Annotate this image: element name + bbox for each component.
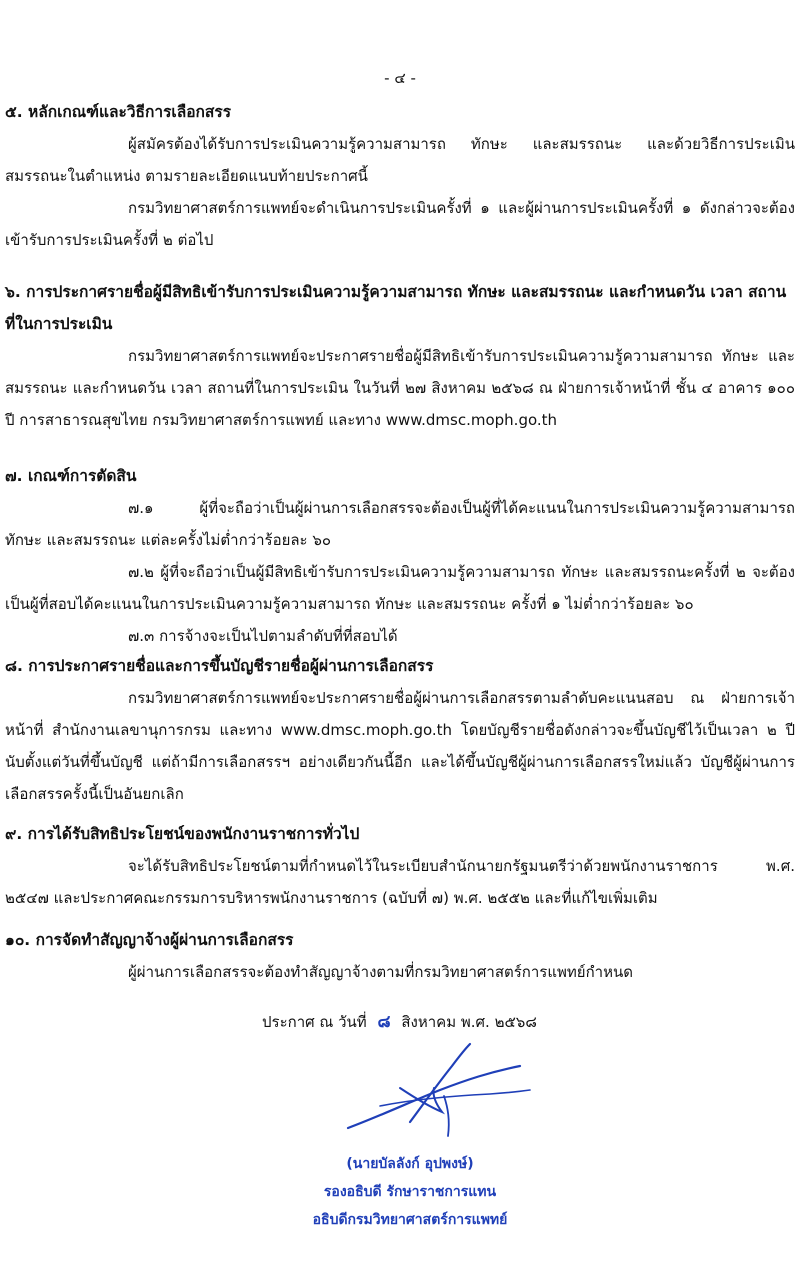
- section-10-heading: ๑๐. การจัดทำสัญญาจ้างผู้ผ่านการเลือกสรร: [5, 931, 294, 949]
- section-7-para-2: ๗.๒ ผู้ที่จะถือว่าเป็นผู้มีสิทธิเข้ารับการประเมินความรู้ความสามารถ ทักษะ และสมรรถนะครั้งที่ ๒ จะต้องเป็นผู้ที่สอบได้คะแนนในการประเมินความรู้ความสามารถ ทักษะ และสมรรถนะ ครั้งที่ ๑ ไม่ต่ำกว่าร้อยละ ๖๐: [5, 563, 795, 613]
- section-8: [5, 650, 795, 810]
- section-6-para-1: กรมวิทยาศาสตร์การแพทย์จะประกาศรายชื่อผู้มีสิทธิเข้ารับการประเมินความรู้ความสามารถ ทักษะ และสมรรถนะ และกำหนดวัน เวลา สถานที่ในการประเมิน ในวันที่ ๒๗ สิงหาคม ๒๕๖๘ ณ ฝ่ายการเจ้าหน้าที่ ชั้น ๔ อาคาร ๑๐๐ ปี การสาธารณสุขไทย กรมวิทยาศาสตร์การแพทย์ และทาง www.dmsc.moph.go.th: [5, 347, 795, 429]
- date-day-handwritten: ๘: [377, 1012, 391, 1032]
- page-number: - ๔ -: [384, 69, 416, 87]
- date-prefix: ประกาศ ณ วันที่: [262, 1013, 367, 1031]
- section-5: [5, 96, 795, 256]
- signer-title-1: รองอธิบดี รักษาราชการแทน: [323, 1184, 497, 1200]
- section-9-para-1: จะได้รับสิทธิประโยชน์ตามที่กำหนดไว้ในระเบียบสำนักนายกรัฐมนตรีว่าด้วยพนักงานราชการ พ.ศ. ๒๕๔๗ และประกาศคณะกรรมการบริหารพนักงานราชการ (ฉบับที่ ๗) พ.ศ. ๒๕๕๒ และที่แก้ไขเพิ่มเติม: [5, 857, 795, 907]
- section-6: [5, 276, 795, 436]
- section-6-heading: ๖. การประกาศรายชื่อผู้มีสิทธิเข้ารับการประเมินความรู้ความสามารถ ทักษะ และสมรรถนะ และกำหนดวัน เวลา สถานที่ในการประเมิน: [5, 283, 787, 333]
- section-7-para-1: ๗.๑ ผู้ที่จะถือว่าเป็นผู้ผ่านการเลือกสรรจะต้องเป็นผู้ที่ได้คะแนนในการประเมินความรู้ความสามารถ ทักษะ และสมรรถนะ แต่ละครั้งไม่ต่ำกว่าร้อยละ ๖๐: [5, 499, 795, 549]
- section-9-heading: ๙. การได้รับสิทธิประโยชน์ของพนักงานราชการทั่วไป: [5, 825, 360, 843]
- section-5-heading: ๕. หลักเกณฑ์และวิธีการเลือกสรร: [5, 103, 232, 121]
- section-10-para-1: ผู้ผ่านการเลือกสรรจะต้องทำสัญญาจ้างตามที่กรมวิทยาศาสตร์การแพทย์กำหนด: [128, 963, 633, 981]
- section-8-heading: ๘. การประกาศรายชื่อและการขึ้นบัญชีรายชื่อผู้ผ่านการเลือกสรร: [5, 657, 434, 675]
- section-7-para-3: ๗.๓ การจ้างจะเป็นไปตามลำดับที่ที่สอบได้: [128, 627, 398, 645]
- section-7-heading: ๗. เกณฑ์การตัดสิน: [5, 467, 137, 485]
- section-5-para-2: กรมวิทยาศาสตร์การแพทย์จะดำเนินการประเมินครั้งที่ ๑ และผู้ผ่านการประเมินครั้งที่ ๑ ดังกล่าวจะต้องเข้ารับการประเมินครั้งที่ ๒ ต่อไป: [5, 199, 795, 249]
- signer-title-2: อธิบดีกรมวิทยาศาสตร์การแพทย์: [312, 1212, 508, 1228]
- section-9: [5, 818, 795, 914]
- announcement-date-line: [262, 1008, 537, 1035]
- section-5-para-1: ผู้สมัครต้องได้รับการประเมินความรู้ความสามารถ ทักษะ และสมรรถนะ และด้วยวิธีการประเมินสมรรถนะในตำแหน่ง ตามรายละเอียดแนบท้ายประกาศนี้: [5, 135, 795, 185]
- signer-name: (นายบัลลังก์ อุปพงษ์): [346, 1156, 474, 1172]
- date-suffix: สิงหาคม พ.ศ. ๒๕๖๘: [401, 1013, 537, 1031]
- section-8-para-1: กรมวิทยาศาสตร์การแพทย์จะประกาศรายชื่อผู้ผ่านการเลือกสรรตามลำดับคะแนนสอบ ณ ฝ่ายการเจ้าหน้าที่ สำนักงานเลขานุการกรม และทาง www.dmsc.moph.go.th โดยบัญชีรายชื่อดังกล่าวจะขึ้นบัญชีไว้เป็นเวลา ๒ ปี นับตั้งแต่วันที่ขึ้นบัญชี แต่ถ้ามีการเลือกสรรฯ อย่างเดียวกันนี้อีก และได้ขึ้นบัญชีผู้ผ่านการเลือกสรรใหม่แล้ว บัญชีผู้ผ่านการเลือกสรรครั้งนี้เป็นอันยกเลิก: [5, 689, 795, 803]
- signer-block: [300, 1150, 520, 1234]
- section-7: [5, 460, 795, 652]
- section-10: [5, 924, 795, 988]
- handwritten-signature-icon: [340, 1036, 540, 1146]
